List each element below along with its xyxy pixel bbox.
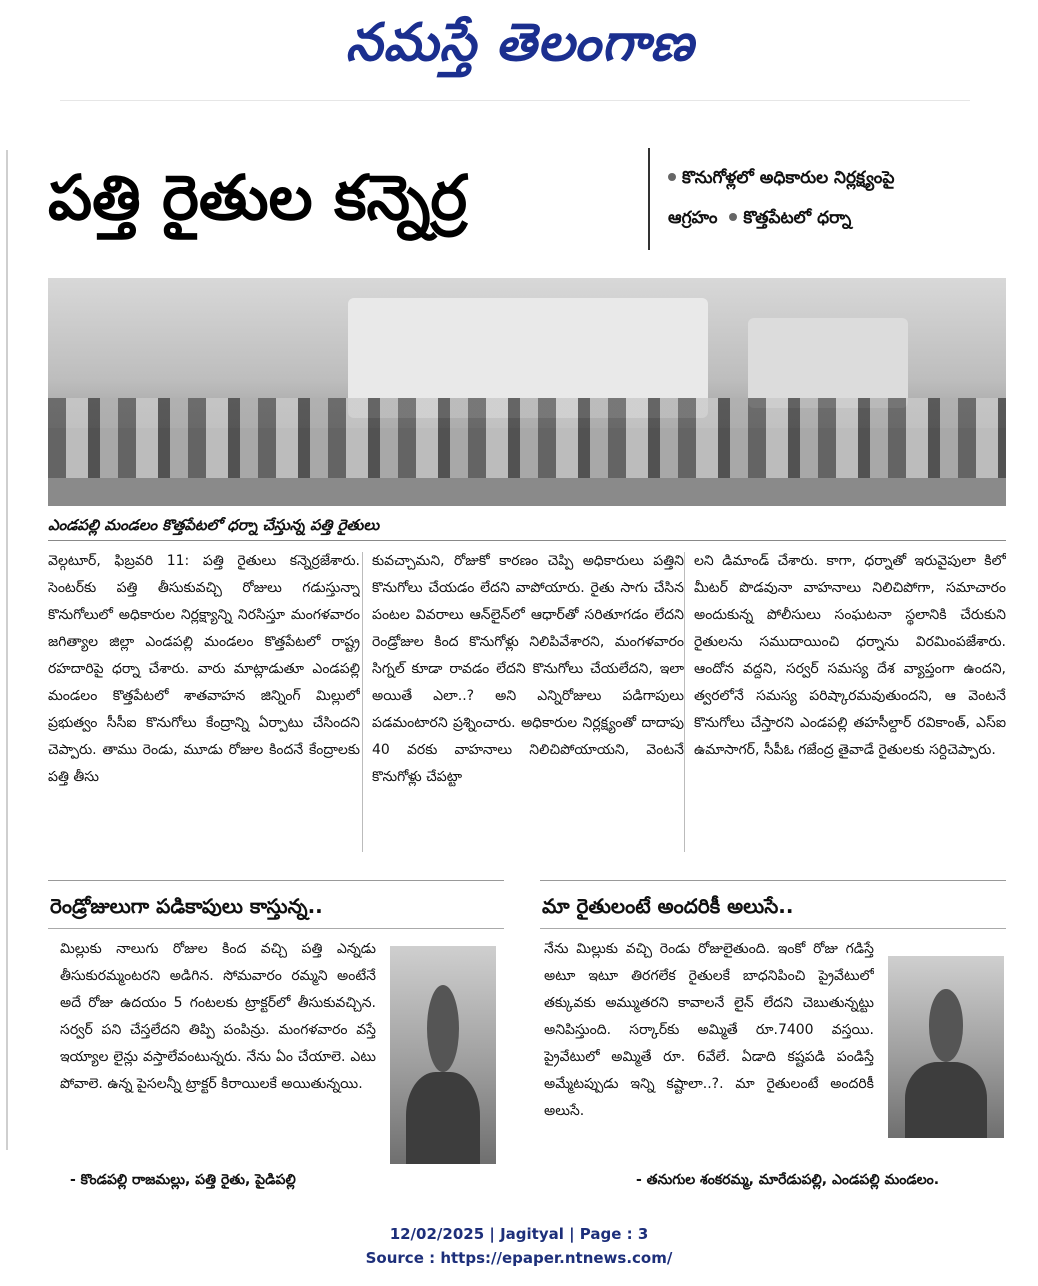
box-2-top-rule [540,880,1006,881]
column-divider [362,552,363,852]
page-footer [0,1222,1038,1270]
portrait-face [427,985,459,1072]
box-1-portrait [390,946,496,1164]
protest-photo [48,278,1006,506]
article-column-3: లని డిమాండ్ చేశారు. కాగా, ధర్నాతో ఇరువైపులా కిలో మీటర్ పొడవునా వాహనాలు నిలిచిపోగా, సమాచారం అందుకున్న పోలీసులు సంఘటనా స్థలానికి చేరుకుని రైతులను సముదాయించి ధర్నాను విరమింపజేశారు. ఆందోన వద్దని, సర్వర్ సమస్య దేశ వ్యాప్తంగా ఉందని, త్వరలోనే సమస్య పరిష్కారమవుతుందని, ఆ వెంటనే కొనుగోలు చేస్తారని ఎండపల్లి తహసీల్దార్ రవికాంత్, ఎస్ఐ ఉమాసాగర్, సీపీఓ గజేంద్ర తైవాడే రైతులకు సర్దిచెప్పారు. [694,553,1006,758]
portrait-face [929,989,964,1062]
article-headline: పత్తి రైతుల కన్నెర్ర [48,161,468,234]
page-side-rule [6,150,8,1150]
box-1-quote: మిల్లుకు నాలుగు రోజుల కింద వచ్చి పత్తి ఎన్నడు తీసుకురమ్మంటరని అడిగిన. సోమవారం రమ్మని అంటేనే అదే రోజు ఉదయం 5 గంటలకు ట్రాక్టర్‌లో తీసుకువచ్చిన. సర్వర్ పని చేస్తలేదని తిప్పి పంపిన్రు. మంగళవారం వస్తే ఇయ్యాల లైన్లు వస్తాలేవంటున్నరు. నేను ఏం చేయాలె. ఎటు పోవాలె. ఉన్న పైసలన్నీ ట్రాక్టర్ కిరాయిలకే అయితున్నయి. [60,941,376,1092]
footer-source: Source : https://epaper.ntnews.com/ [365,1249,673,1267]
box-2-quote: నేను మిల్లుకు వచ్చి రెండు రోజులైతుంది. ఇంకో రోజు గడిస్తే అటూ ఇటూ తిరగలేక రైతులకే బాధనిపించి ప్రైవేటులో తక్కువకు అమ్ముతరని కావాలనే లైన్ లేదని చెబుతున్నట్టు అనిపిస్తుంది. సర్కార్‌కు అమ్మితే రూ.7400 వస్తయి. ప్రైవేటులో అమ్మితే రూ. 6వేలే. ఏడాది కష్టపడి పండిస్తే అమ్మేటప్పుడు ఇన్ని కష్టాలా..?. మా రైతులంటే అందరికీ అలుసే. [544,941,874,1119]
box-1-top-rule [48,880,504,881]
photo-truck-2 [748,318,908,408]
bullet-icon [668,173,676,181]
box-2-portrait [888,956,1004,1138]
box-1-byline: - కొండపల్లి రాజమల్లు, పత్తి రైతు, పైడిపల్లి [70,1172,296,1188]
column-divider [684,552,685,852]
portrait-body [406,1072,480,1164]
photo-caption: ఎండపల్లి మండలం కొత్తపేటలో ధర్నా చేస్తున్న పత్తి రైతులు [48,516,380,534]
deck-line-1: కొనుగోళ్లలో అధికారుల నిర్లక్ష్యంపై [668,158,972,198]
photo-crowd [48,398,1006,478]
masthead-logo: నమస్తే తెలంగాణ [345,13,695,73]
masthead-divider [60,100,970,101]
caption-divider [48,540,1006,541]
bullet-icon [729,213,737,221]
article-column-1: వెల్గటూర్, ఫిబ్రవరి 11: పత్తి రైతులు కన్నెర్రజేశారు. సెంటర్‌కు పత్తి తీసుకువచ్చి రోజులు గడుస్తున్నా కొనుగోలులో అధికారుల నిర్లక్ష్యాన్ని నిరసిస్తూ మంగళవారం జగిత్యాల జిల్లా ఎండపల్లి మండలం కొత్తపేటలో రాష్ట్ర రహదారిపై ధర్నా చేశారు. వారు మాట్లాడుతూ ఎండపల్లి మండలం కొత్తపేటలో శాతవాహన జిన్నింగ్ మిల్లులో ప్రభుత్వం సీసీఐ కొనుగోలు కేంద్రాన్ని ఏర్పాటు చేసిందని చెప్పారు. తాము రెండు, మూడు రోజుల కిందనే కేంద్రాలకు పత్తి తీసు [48,553,360,785]
box-2-byline: - తనుగుల శంకరమ్మ, మారేడుపల్లి, ఎండపల్లి మండలం. [636,1172,940,1188]
portrait-body [905,1062,986,1138]
article-column-2: కువచ్చామని, రోజుకో కారణం చెప్పి అధికారులు పత్తిని కొనుగోలు చేయడం లేదని వాపోయారు. రైతు సాగు చేసిన పంటల వివరాలు ఆన్‌లైన్‌లో ఆధార్‌తో సరితూగడం లేదని రెండ్రోజుల కింద కొనుగోళ్లు నిలిపివేశారని, మంగళవారం సిగ్నల్ కూడా రావడం లేదని కొనుగోలు చేయలేదని, ఇలా అయితే ఎలా..? అని ఎన్నిరోజులు పడిగాపులు పడమంటారని ప్రశ్నించారు. అధికారుల నిర్లక్ష్యంతో దాదాపు 40 వరకు వాహనాలు నిలిచిపోయాయని, వెంటనే కొనుగోళ్లు చేపట్టా [372,553,684,785]
deck-line-2: ఆగ్రహం కొత్తపేటలో ధర్నా [668,208,852,228]
box-2-heading: మా రైతులంటే అందరికీ అలుసే.. [542,894,794,918]
article-deck [648,148,978,250]
box-1-heading: రెండ్రోజులుగా పడికాపులు కాస్తున్న.. [50,894,323,918]
footer-edition: 12/02/2025 | Jagityal | Page : 3 [389,1225,649,1243]
